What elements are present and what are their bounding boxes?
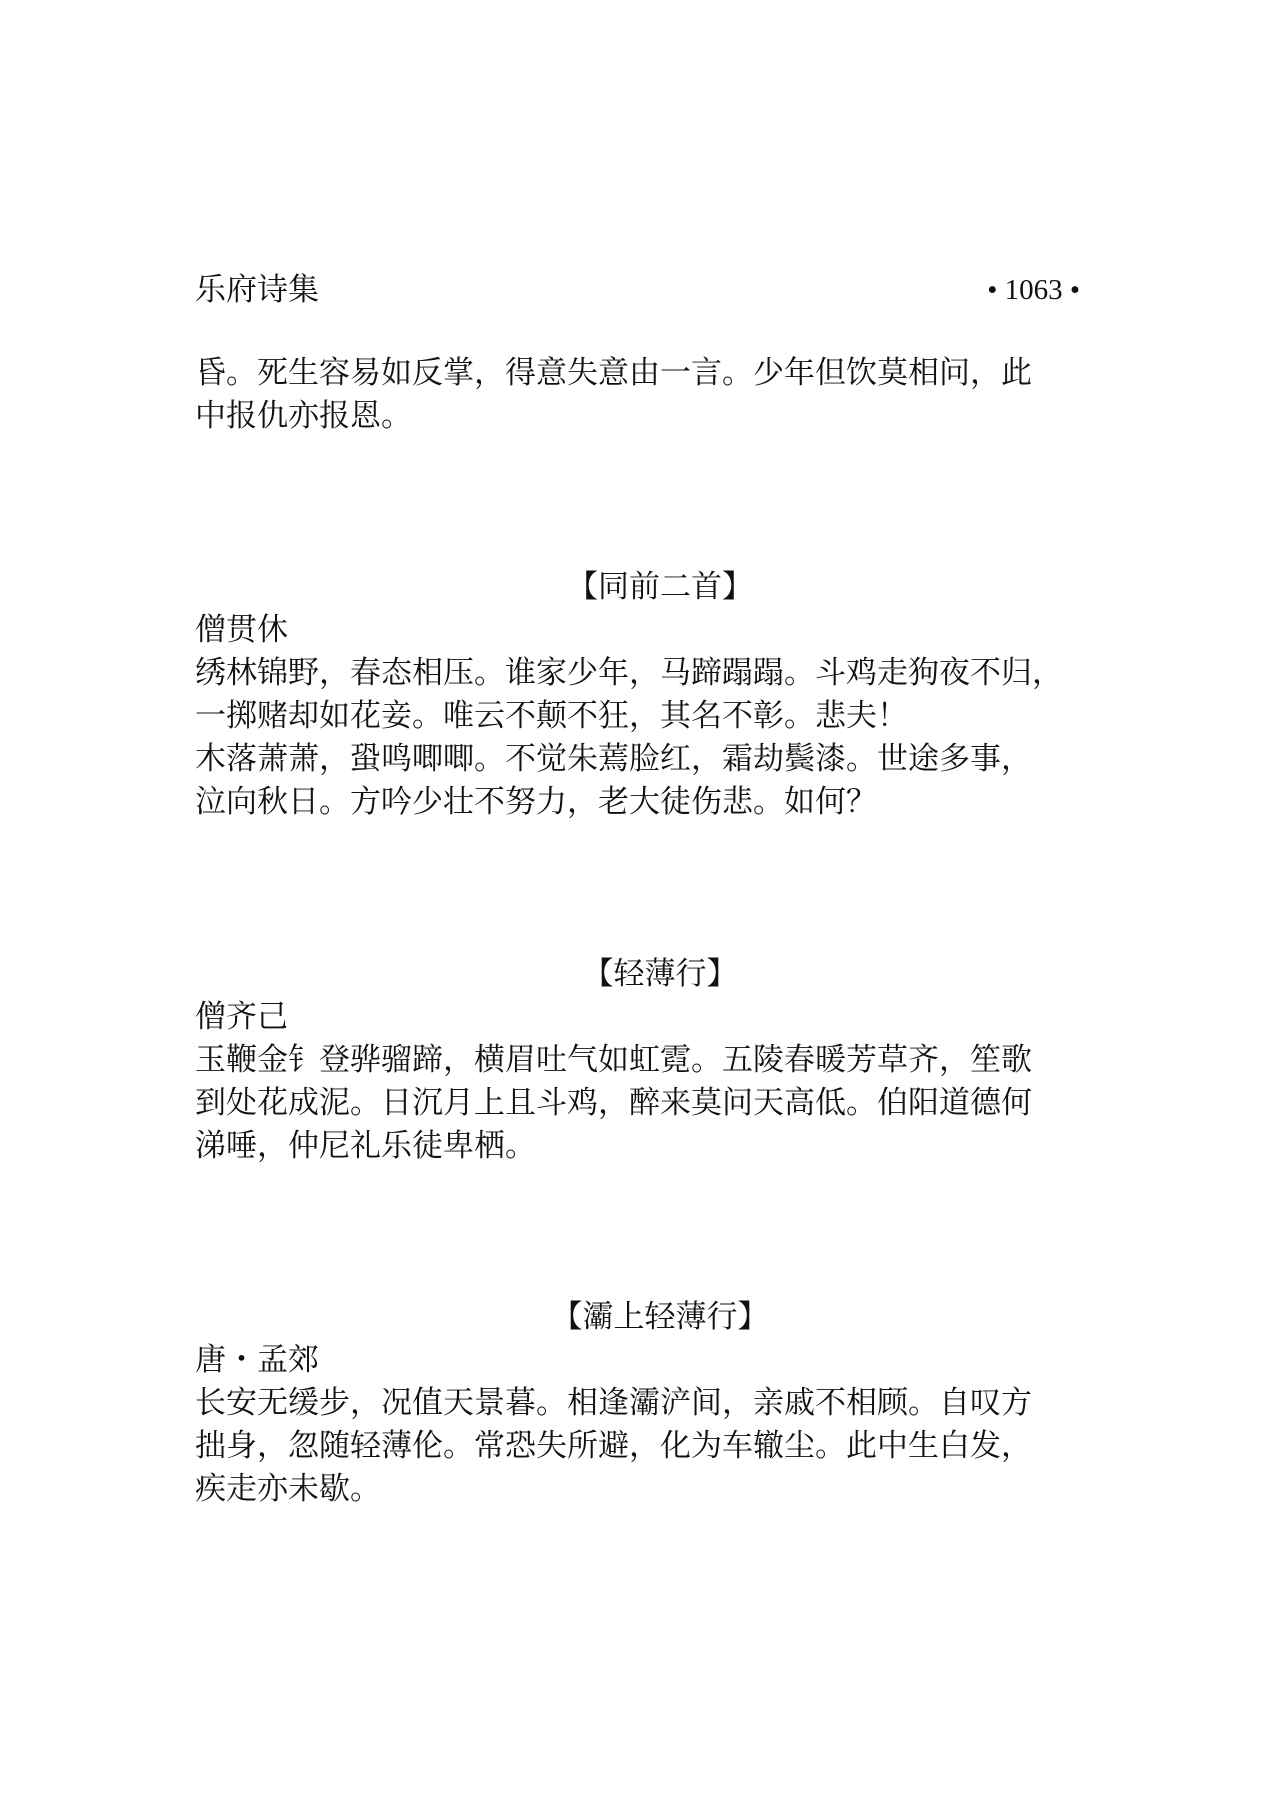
poem-line: 玉鞭金钅登骅骝蹄，横眉吐气如虹霓。五陵春暖芳草齐，笙歌 xyxy=(195,1042,1032,1078)
poem-title: 【同前二首】 xyxy=(567,569,753,605)
poem-line: 一掷赌却如花妾。唯云不颠不狂，其名不彰。悲夫！ xyxy=(195,698,908,734)
poem-title: 【轻薄行】 xyxy=(582,956,738,992)
poem-line: 绣林锦野，春态相压。谁家少年，马蹄蹋蹋。斗鸡走狗夜不归， xyxy=(195,655,1063,691)
poem-line: 到处花成泥。日沉月上且斗鸡，醉来莫问天高低。伯阳道德何 xyxy=(195,1085,1032,1121)
poem-title: 【灞上轻薄行】 xyxy=(551,1299,769,1335)
poem-line: 拙身，忽随轻薄伦。常恐失所避，化为车辙尘。此中生白发， xyxy=(195,1428,1032,1464)
text-line: 中报仇亦报恩。 xyxy=(195,398,412,434)
poem-body xyxy=(195,609,1095,824)
poem-line: 疾走亦未歇。 xyxy=(195,1471,381,1507)
book-title: 乐府诗集 xyxy=(195,272,319,308)
poem-body xyxy=(195,1339,1095,1511)
poem-body xyxy=(195,996,1095,1168)
poem-line: 木落萧萧，蛩鸣唧唧。不觉朱蔫脸红，霜劫鬓漆。世途多事， xyxy=(195,741,1032,777)
poem-line: 涕唾，仲尼礼乐徒卑栖。 xyxy=(195,1128,536,1164)
page-number: • 1063 • xyxy=(987,274,1080,306)
continuation-text xyxy=(195,352,1095,438)
text-line: 昏。死生容易如反掌，得意失意由一言。少年但饮莫相问，此 xyxy=(195,355,1032,391)
poem-line: 长安无缓步，况值天景暮。相逢灞浐间，亲戚不相顾。自叹方 xyxy=(195,1385,1032,1421)
poem-line: 泣向秋日。方吟少壮不努力，老大徒伤悲。如何？ xyxy=(195,784,877,820)
poem-author: 僧齐己 xyxy=(195,999,288,1035)
poem-author: 僧贯休 xyxy=(195,612,288,648)
running-header xyxy=(195,268,1080,312)
poem-author: 唐・孟郊 xyxy=(195,1342,319,1378)
